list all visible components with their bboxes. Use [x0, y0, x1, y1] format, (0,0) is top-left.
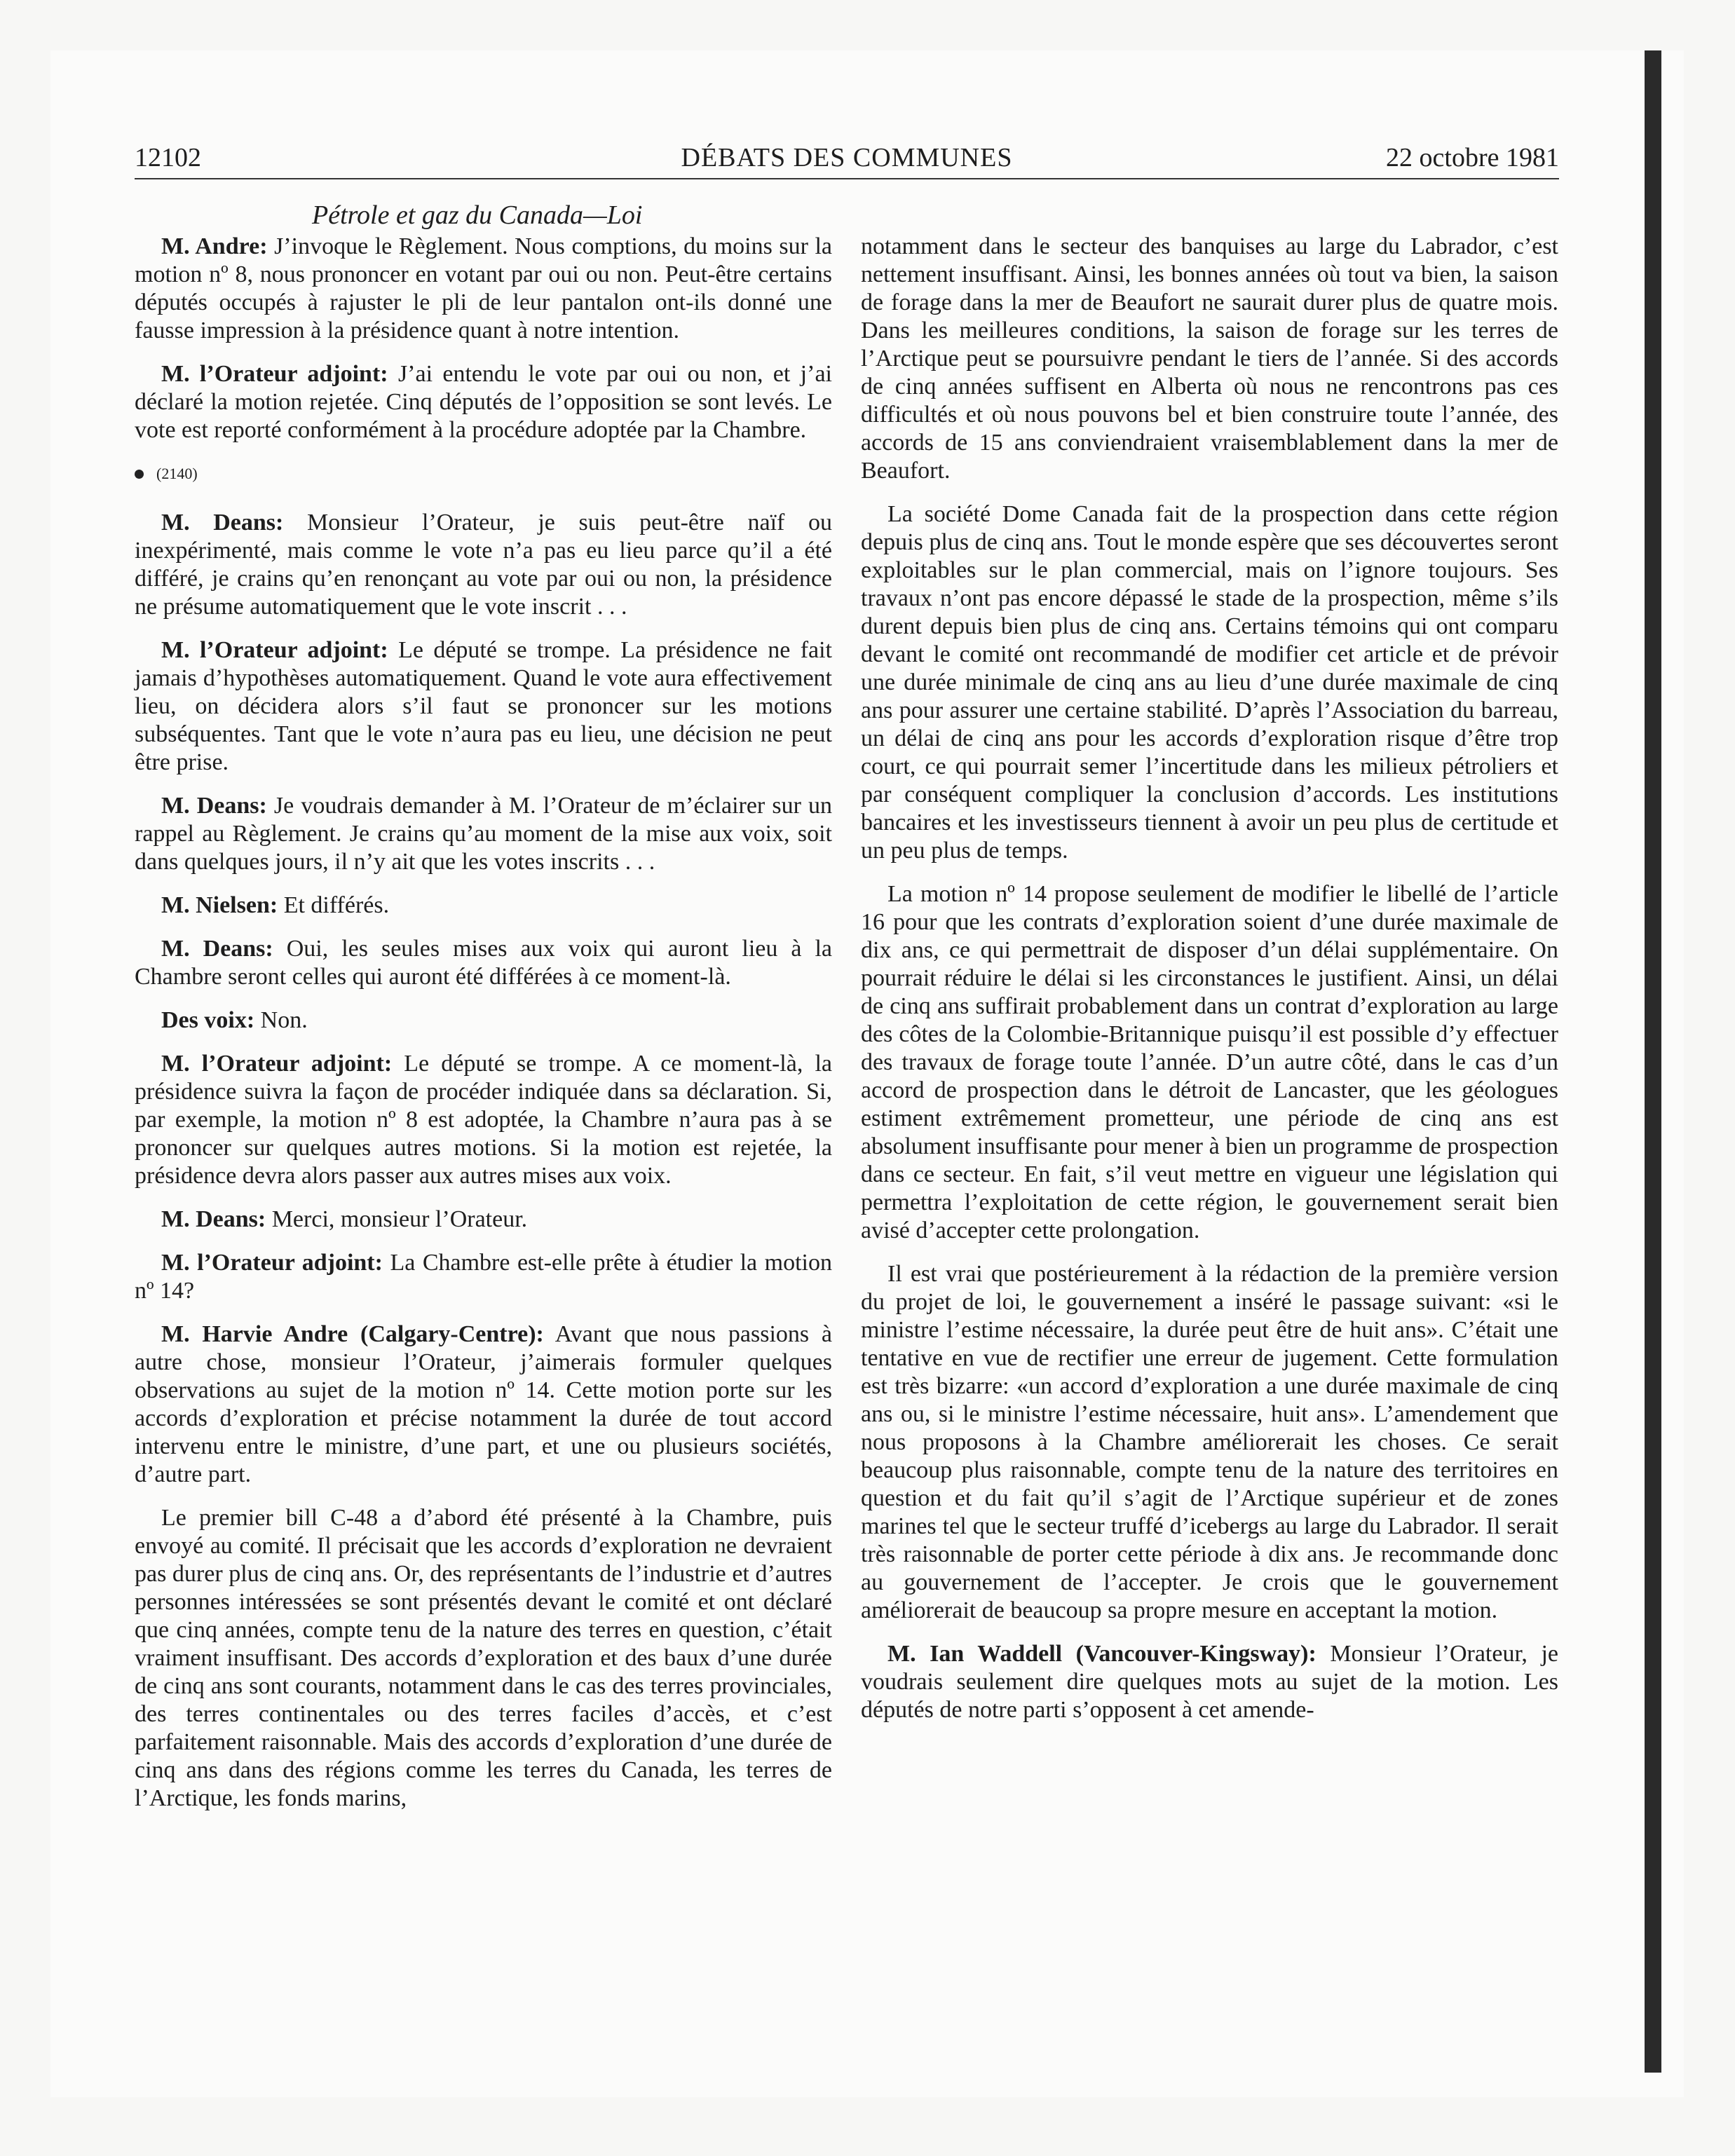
paragraph-text: La société Dome Canada fait de la prospection dans cette région depuis plus de cinq ans. Tout le monde espère que ses découvertes seront exploitables sur le plan commercial, mais on l’ignore toujours. Ses travaux n’ont pas encore dépassé le stade de la prospection, même s’ils durent depuis bien plus de cinq ans. Certains témoins qui ont comparu devant le comité ont recommandé de modifier cet article et de prévoir une durée minimale de cinq ans au lieu d’une durée maximale de cinq ans pour assurer une certaine stabilité. D’après l’Association du barreau, un délai de cinq ans pour les accords d’exploration risque d’être trop court, ce qui pourrait semer l’incertitude dans les milieux pétroliers et par conséquent compliquer la conclusion d’accords. Les institutions bancaires et les investisseurs tiennent à avoir un peu plus de certitude et un peu plus de temps.	[861, 501, 1558, 864]
paragraph	[135, 636, 832, 777]
speaker-name: M. l’Orateur adjoint:	[161, 1250, 383, 1276]
paragraph	[135, 792, 832, 876]
speaker-name: M. Ian Waddell (Vancouver-Kingsway):	[887, 1641, 1316, 1667]
paragraph	[861, 880, 1558, 1245]
paragraph-text: notamment dans le secteur des banquises au large du Labrador, c’est nettement insuffisant. Ainsi, les bonnes années où tout va bien, la saison de forage dans la mer de Beaufort ne saurait durer plus de quatre mois. Dans les meilleures conditions, la saison de forage sur les terres de l’Arctique peut se poursuivre pendant le tiers de l’année. Si des accords de cinq années suffisent en Alberta où nous ne rencontrons pas ces difficultés et où nous pouvons bel et bien construire toute l’année, des accords de 15 ans conviendraient vraisemblablement dans la mer de Beaufort.	[861, 233, 1558, 484]
speaker-name: M. Deans:	[161, 1206, 266, 1232]
paragraph-text: Avant que nous passions à autre chose, monsieur l’Orateur, j’aimerais formuler quelques observations au sujet de la motion nº 14. Cette motion porte sur les accords d’exploration et précise notamment la durée de tout accord intervenu entre le ministre, d’une part, et une ou plusieurs sociétés, d’autre part.	[135, 1321, 832, 1487]
paragraph-text: Et différés.	[278, 892, 390, 918]
page-date: 22 octobre 1981	[1386, 143, 1559, 172]
page-number: 12102	[135, 143, 201, 172]
paragraph	[135, 1249, 832, 1305]
paragraph-text: Monsieur l’Orateur, je voudrais seulement dire quelques mots au sujet de la motion. Les députés de notre parti s’opposent à cet amende-	[861, 1641, 1558, 1723]
speaker-name: M. Deans:	[161, 793, 267, 819]
paragraph-text: Le député se trompe. La présidence ne fait jamais d’hypothèses automatiquement. Quand le vote aura effectivement lieu, on décidera alors s’il faut se prononcer sur les motions subséquentes. Tant que le vote n’aura pas eu lieu, une décision ne peut être prise.	[135, 637, 832, 775]
paragraph-text: Le premier bill C-48 a d’abord été présenté à la Chambre, puis envoyé au comité. Il précisait que les accords d’exploration ne devraient pas durer plus de cinq ans. Or, des représentants de l’industrie et d’autres personnes intéressées se sont présentés devant le comité et ont déclaré que cinq années, compte tenu de la nature des terres en question, c’était vraiment insuffisant. Des accords d’exploration et des baux d’une durée de cinq ans sont courants, notamment dans le cas des terres provinciales, des terres continentales ou des terres faciles d’accès, et c’est parfaitement raisonnable. Mais des accords d’exploration d’une durée de cinq ans dans des régions comme les terres du Canada, les terres de l’Arctique, les fonds marins,	[135, 1505, 832, 1811]
paragraph-text: Il est vrai que postérieurement à la rédaction de la première version du projet de loi, le gouvernement a inséré le passage suivant: «si le ministre l’estime nécessaire, la durée peut être de huit ans». C’était une tentative en vue de rectifier une erreur de jugement. Cette formulation est très bizarre: «un accord d’exploration a une durée maximale de cinq ans ou, si le ministre l’estime nécessaire, huit ans». L’amendement que nous proposons à la Chambre améliorerait les choses. Ce serait beaucoup plus raisonnable, compte tenu de la nature des territoires en question et du fait qu’il s’agit de l’Arctique supérieur et de zones marines tel que le secteur truffé d’icebergs au large du Labrador. Il serait très raisonnable de porter cette période à dix ans. Je recommande donc au gouvernement de l’accepter. Je crois que le gouvernement améliorerait de beaucoup sa propre mesure en acceptant la motion.	[861, 1261, 1558, 1623]
page-header	[135, 140, 1559, 175]
bullet-dot-icon	[135, 470, 144, 479]
speaker-name: Des voix:	[161, 1007, 255, 1033]
paragraph	[135, 509, 832, 621]
paragraph	[135, 1504, 832, 1813]
paragraph-text: J’ai entendu le vote par oui ou non, et j’ai déclaré la motion rejetée. Cinq députés de l’opposition se sont levés. Le vote est reporté conformément à la procédure adoptée par la Chambre.	[135, 361, 832, 443]
speaker-name: M. Andre:	[161, 233, 268, 259]
paragraph	[135, 360, 832, 444]
paragraph	[135, 892, 832, 920]
paragraph-text: Oui, les seules mises aux voix qui auront lieu à la Chambre seront celles qui auront été différées à ce moment-là.	[135, 936, 832, 990]
paragraph	[861, 1640, 1558, 1724]
paragraph	[861, 500, 1558, 865]
paragraph-text: Merci, monsieur l’Orateur.	[266, 1206, 528, 1232]
paragraph	[135, 1050, 832, 1190]
paragraph-text: Je voudrais demander à M. l’Orateur de m’éclairer sur un rappel au Règlement. Je crains qu’au moment de la mise aux voix, soit dans quelques jours, il n’y ait que les votes inscrits . . .	[135, 793, 833, 875]
speaker-name: M. Deans:	[161, 510, 284, 535]
paragraph	[135, 1321, 832, 1489]
header-rule	[135, 178, 1559, 179]
publication-title: DÉBATS DES COMMUNES	[681, 143, 1013, 172]
paragraph-text: Monsieur l’Orateur, je suis peut-être naïf ou inexpérimenté, mais comme le vote n’a pas eu lieu parce qu’il a été différé, je crains qu’en renonçant au vote par oui ou non, la présidence ne présume automatiquement que le vote inscrit . . .	[135, 510, 832, 620]
paragraph	[135, 935, 832, 991]
paragraph-text: Le député se trompe. A ce moment-là, la présidence suivra la façon de procéder indiquée dans sa déclaration. Si, par exemple, la motion nº 8 est adoptée, la Chambre n’aura pas à se prononcer sur quelques autres motions. Si la motion est rejetée, la présidence devra alors passer aux autres mises aux voix.	[135, 1051, 832, 1189]
speaker-name: M. Harvie Andre (Calgary-Centre):	[161, 1321, 544, 1347]
time-marker	[135, 460, 832, 488]
paragraph	[135, 1206, 832, 1234]
paragraph	[861, 1260, 1558, 1625]
paragraph-text: Non.	[254, 1007, 308, 1033]
left-column	[135, 233, 832, 1828]
paragraph	[135, 1007, 832, 1035]
running-head: Pétrole et gaz du Canada—Loi	[312, 200, 643, 230]
speaker-name: M. Nielsen:	[161, 892, 278, 918]
time-marker-text: (2140)	[156, 465, 198, 482]
speaker-name: M. l’Orateur adjoint:	[161, 637, 388, 663]
speaker-name: M. l’Orateur adjoint:	[161, 1051, 393, 1077]
speaker-name: M. l’Orateur adjoint:	[161, 361, 388, 387]
paragraph-text: La motion nº 14 propose seulement de modifier le libellé de l’article 16 pour que les contrats d’exploration soient d’une durée maximale de dix ans, ce qui permettrait de disposer d’un délai supplémentaire. On pourrait réduire le délai si les circonstances le justifient. Ainsi, un délai de cinq ans suffirait probablement dans un contrat d’exploration au large des côtes de la Colombie-Britannique puisqu’il est possible d’y effectuer des travaux de forage toute l’année. D’un autre côté, dans le cas d’un accord de prospection dans le détroit de Lancaster, que les géologues estiment extrêmement prometteur, une période de cinq ans est absolument insuffisante pour mener à bien un programme de prospection dans ce secteur. En fait, s’il veut mettre en vigueur une législation qui permettra l’exploitation de cette région, le gouvernement serait bien avisé d’accepter cette prolongation.	[861, 881, 1558, 1243]
speaker-name: M. Deans:	[161, 936, 273, 962]
paragraph-text: La Chambre est-elle prête à étudier la motion nº 14?	[135, 1250, 832, 1304]
paragraph	[861, 233, 1558, 485]
paragraph	[135, 233, 832, 345]
right-column	[861, 233, 1558, 1740]
scan-edge-bar	[1645, 50, 1661, 2073]
paragraph-text: J’invoque le Règlement. Nous comptions, du moins sur la motion nº 8, nous prononcer en votant par oui ou non. Peut-être certains députés occupés à rajuster le pli de leur pantalon ont-ils donné une fausse impression à la présidence quant à notre intention.	[135, 233, 833, 343]
